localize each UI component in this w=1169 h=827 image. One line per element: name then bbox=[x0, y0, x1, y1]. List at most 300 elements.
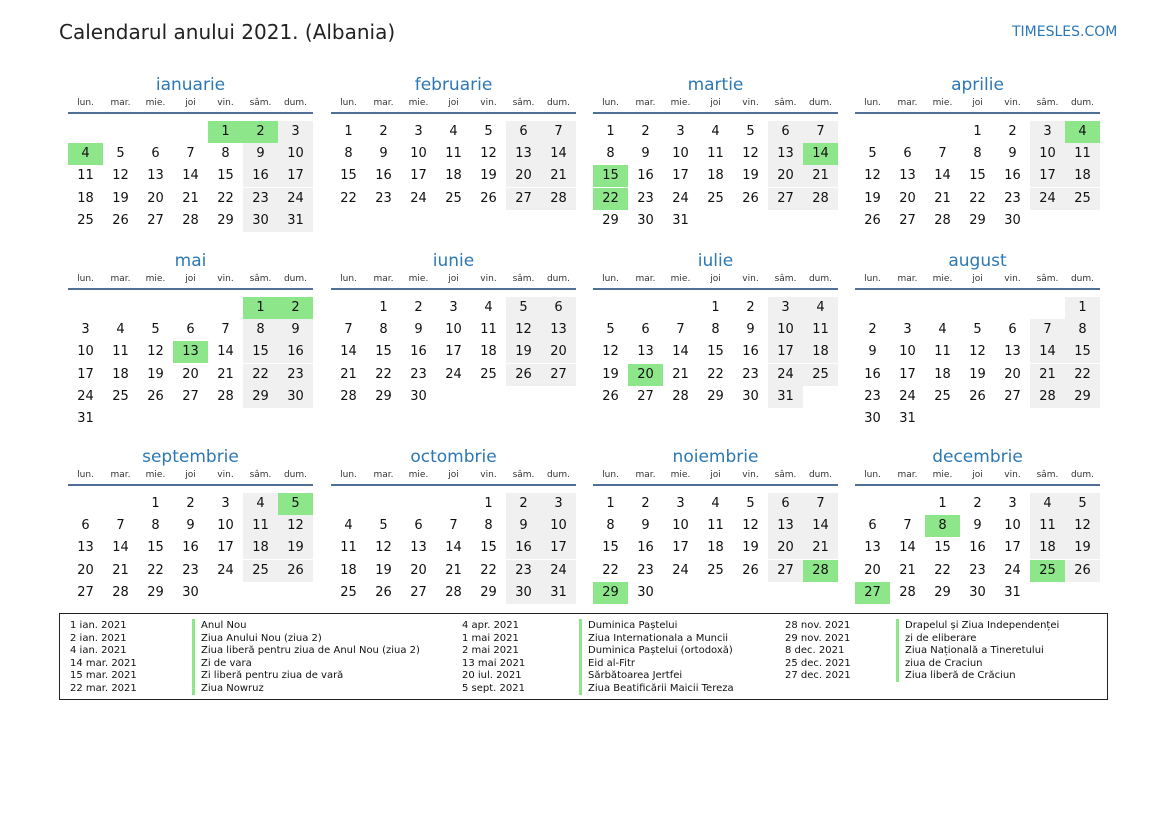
day-cell: 5 bbox=[746, 496, 755, 511]
day-cell: 8 bbox=[221, 146, 230, 162]
day-cell: 9 bbox=[186, 518, 195, 534]
weekday-label: lun. bbox=[340, 470, 357, 480]
day-cell: 7 bbox=[221, 322, 230, 338]
day-cell: 6 bbox=[1008, 322, 1017, 338]
legend-holiday-name: Ziua Nowruz bbox=[192, 682, 264, 695]
day-cell: 30 bbox=[1004, 212, 1021, 228]
day-cell: 2 bbox=[868, 322, 877, 338]
day-cell: 22 bbox=[147, 562, 164, 578]
month-name: septembrie bbox=[142, 447, 239, 467]
header-divider bbox=[331, 484, 576, 486]
day-cell: 16 bbox=[278, 341, 313, 363]
day-cell: 10 bbox=[278, 143, 313, 165]
legend-holiday-name: Ziua Națională a Tineretului bbox=[896, 644, 1044, 657]
day-cell: 19 bbox=[602, 366, 619, 382]
holiday-day-cell: 22 bbox=[593, 188, 628, 210]
weekday-label: mie. bbox=[408, 470, 429, 480]
day-cell: 25 bbox=[340, 584, 357, 600]
weekday-label: mie. bbox=[932, 274, 953, 284]
legend-date: 8 dec. 2021 bbox=[785, 645, 845, 657]
day-cell: 23 bbox=[637, 190, 654, 206]
weekday-label: sâm. bbox=[512, 470, 535, 480]
day-cell: 31 bbox=[278, 210, 313, 232]
day-cell: 12 bbox=[742, 518, 759, 534]
day-cell: 8 bbox=[973, 146, 982, 162]
day-cell: 27 bbox=[506, 188, 541, 210]
day-cell: 11 bbox=[77, 168, 94, 184]
day-cell: 25 bbox=[1065, 188, 1100, 210]
weekday-label: lun. bbox=[864, 470, 881, 480]
day-cell: 3 bbox=[1030, 121, 1065, 143]
holiday-day-cell: 25 bbox=[1030, 560, 1065, 582]
holiday-day-cell: 15 bbox=[593, 165, 628, 187]
day-cell: 14 bbox=[934, 168, 951, 184]
day-cell: 12 bbox=[375, 540, 392, 556]
weekday-label: joi bbox=[185, 98, 196, 108]
legend-date: 4 ian. 2021 bbox=[70, 645, 127, 657]
day-cell: 20 bbox=[182, 366, 199, 382]
weekday-label: mar. bbox=[635, 470, 656, 480]
day-cell: 16 bbox=[637, 168, 654, 184]
day-cell: 25 bbox=[480, 366, 497, 382]
day-cell: 28 bbox=[803, 188, 838, 210]
day-cell: 8 bbox=[344, 146, 353, 162]
day-cell: 13 bbox=[147, 168, 164, 184]
day-cell: 11 bbox=[1030, 515, 1065, 537]
weekday-label: mar. bbox=[373, 274, 394, 284]
day-cell: 2 bbox=[414, 300, 423, 315]
header-divider bbox=[68, 484, 313, 486]
day-cell: 26 bbox=[969, 388, 986, 404]
month-name: octombrie bbox=[410, 447, 497, 467]
day-cell: 21 bbox=[803, 537, 838, 559]
day-cell: 23 bbox=[506, 560, 541, 582]
day-cell: 26 bbox=[147, 388, 164, 404]
day-cell: 28 bbox=[899, 584, 916, 600]
day-cell: 9 bbox=[973, 518, 982, 534]
holiday-day-cell: 29 bbox=[593, 582, 628, 604]
day-cell: 19 bbox=[375, 562, 392, 578]
day-cell: 13 bbox=[1004, 344, 1021, 360]
day-cell: 25 bbox=[707, 562, 724, 578]
weekday-label: dum. bbox=[1070, 98, 1095, 108]
day-cell: 29 bbox=[217, 212, 234, 228]
legend-holiday-name: Sărbătoarea Jertfei bbox=[579, 669, 682, 682]
day-cell: 3 bbox=[414, 124, 423, 139]
day-cell: 27 bbox=[899, 212, 916, 228]
day-cell: 28 bbox=[112, 584, 129, 600]
day-cell: 28 bbox=[541, 188, 576, 210]
day-cell: 16 bbox=[1004, 168, 1021, 184]
weekday-label: vin. bbox=[1004, 274, 1021, 284]
day-cell: 6 bbox=[641, 322, 650, 338]
day-cell: 7 bbox=[186, 146, 195, 162]
day-cell: 21 bbox=[217, 366, 234, 382]
day-cell: 21 bbox=[340, 366, 357, 382]
page-title: Calendarul anului 2021. (Albania) bbox=[59, 20, 396, 44]
day-cell: 4 bbox=[1030, 493, 1065, 515]
day-cell: 26 bbox=[602, 388, 619, 404]
day-cell: 6 bbox=[768, 493, 803, 515]
legend-holiday-name: Zi liberă pentru ziua de vară bbox=[192, 669, 343, 682]
day-cell: 18 bbox=[707, 540, 724, 556]
day-cell: 9 bbox=[1008, 146, 1017, 162]
day-cell: 19 bbox=[1065, 537, 1100, 559]
legend-holiday-name: Zi de vara bbox=[192, 657, 252, 670]
weekday-label: mie. bbox=[670, 98, 691, 108]
day-cell: 18 bbox=[707, 168, 724, 184]
day-cell: 19 bbox=[147, 366, 164, 382]
day-cell: 6 bbox=[506, 121, 541, 143]
day-cell: 3 bbox=[278, 121, 313, 143]
day-cell: 10 bbox=[217, 518, 234, 534]
day-cell: 14 bbox=[803, 515, 838, 537]
day-cell: 30 bbox=[742, 388, 759, 404]
day-cell: 22 bbox=[243, 364, 278, 386]
weekday-label: dum. bbox=[808, 98, 833, 108]
day-cell: 28 bbox=[1030, 386, 1065, 408]
day-cell: 30 bbox=[637, 584, 654, 600]
day-cell: 27 bbox=[77, 584, 94, 600]
day-cell: 7 bbox=[803, 493, 838, 515]
day-cell: 9 bbox=[641, 518, 650, 534]
day-cell: 31 bbox=[768, 386, 803, 408]
day-cell: 26 bbox=[480, 190, 497, 206]
day-cell: 18 bbox=[480, 344, 497, 360]
legend-holiday-name: ziua de Craciun bbox=[896, 657, 983, 670]
day-cell: 23 bbox=[182, 562, 199, 578]
weekday-label: dum. bbox=[546, 98, 571, 108]
legend-holiday-name: Ziua Anului Nou (ziua 2) bbox=[192, 632, 322, 645]
legend-holiday-name: Duminica Paștelui bbox=[579, 619, 677, 632]
day-cell: 19 bbox=[506, 341, 541, 363]
weekday-label: mar. bbox=[897, 274, 918, 284]
day-cell: 2 bbox=[746, 300, 755, 315]
weekday-label: sâm. bbox=[249, 274, 272, 284]
day-cell: 10 bbox=[445, 322, 462, 338]
day-cell: 11 bbox=[112, 344, 129, 360]
legend-date: 15 mar. 2021 bbox=[70, 670, 137, 682]
day-cell: 29 bbox=[934, 584, 951, 600]
day-cell: 25 bbox=[707, 190, 724, 206]
weekday-label: joi bbox=[185, 274, 196, 284]
day-cell: 5 bbox=[868, 146, 877, 162]
day-cell: 9 bbox=[868, 344, 877, 360]
day-cell: 7 bbox=[903, 518, 912, 534]
day-cell: 5 bbox=[116, 146, 125, 162]
day-cell: 28 bbox=[672, 388, 689, 404]
day-cell: 19 bbox=[864, 190, 881, 206]
day-cell: 29 bbox=[480, 584, 497, 600]
day-cell: 18 bbox=[340, 562, 357, 578]
day-cell: 14 bbox=[112, 540, 129, 556]
day-cell: 14 bbox=[672, 344, 689, 360]
day-cell: 17 bbox=[278, 165, 313, 187]
day-cell: 31 bbox=[77, 411, 94, 426]
legend-date: 28 nov. 2021 bbox=[785, 620, 851, 631]
day-cell: 30 bbox=[864, 411, 881, 426]
weekday-label: mie. bbox=[408, 274, 429, 284]
month-name: februarie bbox=[414, 75, 493, 95]
day-cell: 13 bbox=[768, 143, 803, 165]
day-cell: 10 bbox=[541, 515, 576, 537]
day-cell: 14 bbox=[1030, 341, 1065, 363]
weekday-label: lun. bbox=[340, 98, 357, 108]
day-cell: 9 bbox=[379, 146, 388, 162]
day-cell: 17 bbox=[672, 168, 689, 184]
day-cell: 3 bbox=[221, 496, 230, 511]
weekday-label: mar. bbox=[897, 98, 918, 108]
month-name: mai bbox=[174, 251, 207, 271]
day-cell: 1 bbox=[606, 496, 615, 511]
day-cell: 6 bbox=[81, 518, 90, 534]
day-cell: 14 bbox=[217, 344, 234, 360]
day-cell: 18 bbox=[1065, 165, 1100, 187]
day-cell: 26 bbox=[278, 560, 313, 582]
day-cell: 14 bbox=[445, 540, 462, 556]
weekday-label: joi bbox=[710, 470, 721, 480]
day-cell: 20 bbox=[864, 562, 881, 578]
legend-holiday-name: Eid al-Fitr bbox=[579, 657, 635, 670]
day-cell: 28 bbox=[217, 388, 234, 404]
weekday-label: dum. bbox=[1070, 470, 1095, 480]
day-cell: 8 bbox=[243, 319, 278, 341]
day-cell: 11 bbox=[480, 322, 497, 338]
day-cell: 11 bbox=[707, 146, 724, 162]
day-cell: 30 bbox=[278, 386, 313, 408]
legend-date: 29 nov. 2021 bbox=[785, 632, 851, 644]
weekday-label: dum. bbox=[808, 274, 833, 284]
day-cell: 24 bbox=[541, 560, 576, 582]
header-divider bbox=[331, 288, 576, 290]
day-cell: 24 bbox=[77, 388, 94, 404]
day-cell: 21 bbox=[1030, 364, 1065, 386]
day-cell: 25 bbox=[243, 560, 278, 582]
day-cell: 20 bbox=[1004, 366, 1021, 382]
day-cell: 21 bbox=[541, 165, 576, 187]
day-cell: 22 bbox=[602, 562, 619, 578]
day-cell: 2 bbox=[186, 496, 195, 511]
day-cell: 6 bbox=[186, 322, 195, 338]
day-cell: 18 bbox=[934, 366, 951, 382]
day-cell: 4 bbox=[449, 124, 458, 139]
day-cell: 7 bbox=[1030, 319, 1065, 341]
day-cell: 1 bbox=[344, 124, 353, 139]
day-cell: 12 bbox=[278, 515, 313, 537]
month-name: august bbox=[948, 251, 1007, 271]
header-divider bbox=[593, 288, 838, 290]
day-cell: 13 bbox=[77, 540, 94, 556]
day-cell: 12 bbox=[147, 344, 164, 360]
day-cell: 19 bbox=[969, 366, 986, 382]
day-cell: 27 bbox=[768, 188, 803, 210]
weekday-label: vin. bbox=[217, 98, 234, 108]
day-cell: 22 bbox=[217, 190, 234, 206]
day-cell: 6 bbox=[151, 146, 160, 162]
holiday-day-cell: 1 bbox=[208, 121, 243, 143]
day-cell: 20 bbox=[410, 562, 427, 578]
legend-date: 1 ian. 2021 bbox=[70, 620, 127, 631]
day-cell: 13 bbox=[768, 515, 803, 537]
day-cell: 23 bbox=[243, 188, 278, 210]
weekday-label: mie. bbox=[408, 98, 429, 108]
legend-date: 2 ian. 2021 bbox=[70, 632, 127, 644]
day-cell: 4 bbox=[116, 322, 125, 338]
day-cell: 22 bbox=[1065, 364, 1100, 386]
day-cell: 15 bbox=[1065, 341, 1100, 363]
day-cell: 4 bbox=[938, 322, 947, 338]
day-cell: 10 bbox=[77, 344, 94, 360]
weekday-label: mar. bbox=[373, 470, 394, 480]
weekday-label: vin. bbox=[217, 274, 234, 284]
day-cell: 16 bbox=[742, 344, 759, 360]
day-cell: 26 bbox=[742, 190, 759, 206]
day-cell: 4 bbox=[711, 124, 720, 139]
day-cell: 3 bbox=[676, 496, 685, 511]
day-cell: 10 bbox=[768, 319, 803, 341]
day-cell: 8 bbox=[151, 518, 160, 534]
day-cell: 31 bbox=[672, 212, 689, 228]
day-cell: 17 bbox=[445, 344, 462, 360]
day-cell: 26 bbox=[375, 584, 392, 600]
day-cell: 13 bbox=[899, 168, 916, 184]
day-cell: 1 bbox=[484, 496, 493, 511]
day-cell: 5 bbox=[606, 322, 615, 338]
day-cell: 5 bbox=[506, 297, 541, 319]
day-cell: 12 bbox=[969, 344, 986, 360]
day-cell: 1 bbox=[1065, 297, 1100, 319]
day-cell: 15 bbox=[243, 341, 278, 363]
day-cell: 24 bbox=[445, 366, 462, 382]
day-cell: 1 bbox=[711, 300, 720, 315]
day-cell: 20 bbox=[768, 537, 803, 559]
legend-holiday-name: Ziua liberă pentru ziua de Anul Nou (ziua 2) bbox=[192, 644, 420, 657]
day-cell: 28 bbox=[445, 584, 462, 600]
weekday-label: joi bbox=[448, 274, 459, 284]
weekday-label: dum. bbox=[808, 470, 833, 480]
day-cell: 12 bbox=[864, 168, 881, 184]
day-cell: 5 bbox=[1065, 493, 1100, 515]
holiday-day-cell: 2 bbox=[243, 121, 278, 143]
day-cell: 1 bbox=[151, 496, 160, 511]
day-cell: 7 bbox=[344, 322, 353, 338]
day-cell: 17 bbox=[410, 168, 427, 184]
day-cell: 2 bbox=[506, 493, 541, 515]
day-cell: 14 bbox=[541, 143, 576, 165]
weekday-label: mie. bbox=[145, 470, 166, 480]
weekday-label: mar. bbox=[635, 98, 656, 108]
month-name: noiembrie bbox=[672, 447, 759, 467]
day-cell: 29 bbox=[243, 386, 278, 408]
day-cell: 12 bbox=[480, 146, 497, 162]
day-cell: 12 bbox=[1065, 515, 1100, 537]
day-cell: 9 bbox=[414, 322, 423, 338]
day-cell: 21 bbox=[182, 190, 199, 206]
day-cell: 3 bbox=[449, 300, 458, 315]
day-cell: 8 bbox=[606, 146, 615, 162]
day-cell: 24 bbox=[410, 190, 427, 206]
header-divider bbox=[855, 112, 1100, 114]
weekday-label: joi bbox=[185, 470, 196, 480]
legend-date: 13 mai 2021 bbox=[462, 657, 526, 669]
day-cell: 13 bbox=[637, 344, 654, 360]
holiday-day-cell: 2 bbox=[278, 297, 313, 319]
header-divider bbox=[68, 112, 313, 114]
day-cell: 2 bbox=[379, 124, 388, 139]
weekday-label: sâm. bbox=[774, 470, 797, 480]
weekday-label: lun. bbox=[77, 98, 94, 108]
day-cell: 25 bbox=[803, 364, 838, 386]
weekday-label: sâm. bbox=[1036, 98, 1059, 108]
day-cell: 10 bbox=[899, 344, 916, 360]
day-cell: 29 bbox=[375, 388, 392, 404]
day-cell: 6 bbox=[903, 146, 912, 162]
day-cell: 11 bbox=[707, 518, 724, 534]
day-cell: 11 bbox=[243, 515, 278, 537]
day-cell: 3 bbox=[1008, 496, 1017, 511]
weekday-label: joi bbox=[448, 98, 459, 108]
day-cell: 7 bbox=[803, 121, 838, 143]
legend-date: 20 iul. 2021 bbox=[462, 670, 522, 682]
day-cell: 22 bbox=[480, 562, 497, 578]
day-cell: 20 bbox=[541, 341, 576, 363]
day-cell: 21 bbox=[934, 190, 951, 206]
day-cell: 17 bbox=[1004, 540, 1021, 556]
day-cell: 24 bbox=[672, 190, 689, 206]
brand-link[interactable]: TIMESLES.COM bbox=[1012, 24, 1118, 40]
day-cell: 24 bbox=[1030, 188, 1065, 210]
day-cell: 20 bbox=[768, 165, 803, 187]
day-cell: 5 bbox=[151, 322, 160, 338]
day-cell: 21 bbox=[445, 562, 462, 578]
day-cell: 4 bbox=[803, 297, 838, 319]
day-cell: 13 bbox=[541, 319, 576, 341]
day-cell: 25 bbox=[112, 388, 129, 404]
day-cell: 8 bbox=[1065, 319, 1100, 341]
day-cell: 4 bbox=[344, 518, 353, 534]
month-name: martie bbox=[687, 75, 744, 95]
weekday-label: mar. bbox=[110, 274, 131, 284]
day-cell: 17 bbox=[768, 341, 803, 363]
weekday-label: lun. bbox=[77, 470, 94, 480]
day-cell: 1 bbox=[973, 124, 982, 139]
day-cell: 15 bbox=[969, 168, 986, 184]
holiday-day-cell: 1 bbox=[243, 297, 278, 319]
weekday-label: lun. bbox=[77, 274, 94, 284]
weekday-label: vin. bbox=[742, 98, 759, 108]
month-name: iulie bbox=[697, 251, 734, 271]
weekday-label: vin. bbox=[480, 98, 497, 108]
day-cell: 30 bbox=[410, 388, 427, 404]
day-cell: 27 bbox=[1004, 388, 1021, 404]
day-cell: 9 bbox=[506, 515, 541, 537]
day-cell: 7 bbox=[938, 146, 947, 162]
day-cell: 29 bbox=[707, 388, 724, 404]
weekday-label: vin. bbox=[742, 470, 759, 480]
day-cell: 16 bbox=[506, 537, 541, 559]
day-cell: 12 bbox=[506, 319, 541, 341]
day-cell: 11 bbox=[803, 319, 838, 341]
weekday-label: sâm. bbox=[512, 98, 535, 108]
day-cell: 18 bbox=[243, 537, 278, 559]
holiday-day-cell: 5 bbox=[278, 493, 313, 515]
day-cell: 5 bbox=[973, 322, 982, 338]
day-cell: 26 bbox=[864, 212, 881, 228]
day-cell: 2 bbox=[973, 496, 982, 511]
day-cell: 16 bbox=[182, 540, 199, 556]
day-cell: 3 bbox=[903, 322, 912, 338]
weekday-label: vin. bbox=[480, 274, 497, 284]
